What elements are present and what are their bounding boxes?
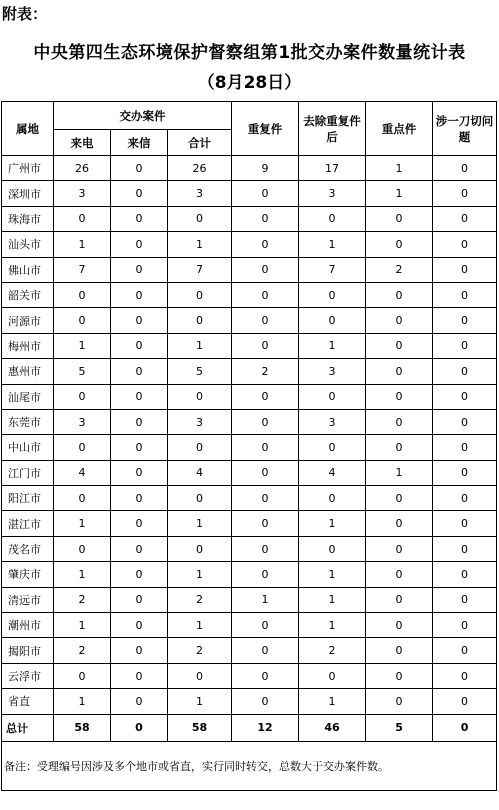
cell-total: 0 (168, 308, 232, 333)
cell-letter: 0 (111, 460, 168, 485)
cell-dedup: 2 (299, 638, 366, 663)
cell-letter: 0 (111, 435, 168, 460)
cell-key: 2 (366, 257, 433, 282)
cell-total: 0 (168, 282, 232, 307)
cell-letter: 0 (111, 181, 168, 206)
table-row (2, 460, 497, 485)
cell-repeat: 0 (232, 460, 299, 485)
cell-key: 0 (366, 384, 433, 409)
cell-key: 0 (366, 308, 433, 333)
cell-repeat: 0 (232, 562, 299, 587)
region-name: 河源市 (2, 308, 54, 333)
cell-dedup: 1 (299, 562, 366, 587)
region-name: 梅州市 (2, 333, 54, 358)
cell-blanket: 0 (433, 663, 497, 688)
document-subtitle: （8月28日） (197, 73, 302, 93)
cell-total: 3 (168, 181, 232, 206)
cell-letter: 0 (111, 663, 168, 688)
cell-repeat: 0 (232, 536, 299, 561)
region-name: 肇庆市 (2, 562, 54, 587)
region-name: 清远市 (2, 587, 54, 612)
table-row (2, 689, 497, 714)
cell-letter: 0 (111, 511, 168, 536)
cell-repeat: 0 (232, 511, 299, 536)
cell-repeat: 0 (232, 638, 299, 663)
region-name: 惠州市 (2, 359, 54, 384)
cell-phone: 1 (54, 689, 111, 714)
table-row (2, 384, 497, 409)
cell-blanket: 0 (433, 689, 497, 714)
table-row (2, 486, 497, 511)
cell-dedup: 0 (299, 308, 366, 333)
cell-total: 0 (168, 435, 232, 460)
col-dedup: 去除重复件后 (299, 102, 366, 156)
cell-repeat: 0 (232, 409, 299, 434)
cell-blanket: 0 (433, 511, 497, 536)
table-row (2, 359, 497, 384)
cell-phone: 0 (54, 206, 111, 231)
table-row (2, 663, 497, 688)
total-label: 总计 (2, 714, 54, 741)
cell-repeat: 2 (232, 359, 299, 384)
table-row (2, 562, 497, 587)
region-name: 佛山市 (2, 257, 54, 282)
table-row (2, 638, 497, 663)
region-name: 东莞市 (2, 409, 54, 434)
col-repeat: 重复件 (232, 102, 299, 156)
table-row (2, 282, 497, 307)
cell-letter: 0 (111, 536, 168, 561)
col-region: 属地 (2, 102, 54, 156)
cell-phone: 0 (54, 282, 111, 307)
cell-phone: 7 (54, 257, 111, 282)
cell-dedup: 1 (299, 232, 366, 257)
cell-letter: 0 (111, 689, 168, 714)
cell-key: 0 (366, 206, 433, 231)
cell-key: 0 (366, 333, 433, 358)
cell-phone: 0 (54, 308, 111, 333)
cell-phone: 26 (54, 156, 111, 181)
cell-dedup: 7 (299, 257, 366, 282)
cell-letter: 0 (111, 562, 168, 587)
cell-dedup: 0 (299, 486, 366, 511)
cell-dedup: 1 (299, 613, 366, 638)
cell-key: 0 (366, 435, 433, 460)
cell-letter: 0 (111, 486, 168, 511)
table-body (2, 156, 497, 791)
table-row (2, 333, 497, 358)
table-row (2, 257, 497, 282)
col-phone: 来电 (54, 130, 111, 156)
cell-dedup: 17 (299, 156, 366, 181)
col-total: 合计 (168, 130, 232, 156)
table-row (2, 587, 497, 612)
cell-blanket: 0 (433, 232, 497, 257)
cell-repeat: 0 (232, 232, 299, 257)
case-statistics-table (1, 101, 497, 791)
cell-phone: 3 (54, 409, 111, 434)
region-name: 揭阳市 (2, 638, 54, 663)
cell-blanket: 0 (433, 435, 497, 460)
cell-repeat: 0 (232, 613, 299, 638)
cell-phone: 1 (54, 232, 111, 257)
cell-total: 2 (168, 638, 232, 663)
cell-phone: 1 (54, 613, 111, 638)
cell-total: 1 (168, 562, 232, 587)
cell-blanket: 0 (433, 359, 497, 384)
total-phone: 58 (54, 714, 111, 741)
header-row-1 (2, 102, 497, 130)
region-name: 广州市 (2, 156, 54, 181)
cell-dedup: 4 (299, 460, 366, 485)
cell-blanket: 0 (433, 333, 497, 358)
cell-repeat: 0 (232, 257, 299, 282)
table-row (2, 435, 497, 460)
cell-letter: 0 (111, 638, 168, 663)
cell-key: 0 (366, 663, 433, 688)
cell-letter: 0 (111, 257, 168, 282)
cell-blanket: 0 (433, 562, 497, 587)
cell-dedup: 1 (299, 333, 366, 358)
cell-phone: 0 (54, 536, 111, 561)
cell-total: 0 (168, 536, 232, 561)
region-name: 茂名市 (2, 536, 54, 561)
cell-blanket: 0 (433, 536, 497, 561)
cell-dedup: 3 (299, 181, 366, 206)
cell-phone: 0 (54, 384, 111, 409)
cell-dedup: 3 (299, 359, 366, 384)
cell-total: 1 (168, 333, 232, 358)
note-row (2, 741, 497, 790)
cell-key: 0 (366, 638, 433, 663)
cell-key: 0 (366, 613, 433, 638)
cell-dedup: 0 (299, 663, 366, 688)
cell-dedup: 1 (299, 587, 366, 612)
cell-repeat: 0 (232, 384, 299, 409)
cell-letter: 0 (111, 384, 168, 409)
region-name: 潮州市 (2, 613, 54, 638)
cell-blanket: 0 (433, 282, 497, 307)
cell-phone: 1 (54, 511, 111, 536)
cell-letter: 0 (111, 359, 168, 384)
region-name: 汕头市 (2, 232, 54, 257)
cell-key: 0 (366, 689, 433, 714)
cell-total: 5 (168, 359, 232, 384)
cell-blanket: 0 (433, 638, 497, 663)
cell-dedup: 0 (299, 435, 366, 460)
cell-total: 3 (168, 409, 232, 434)
cell-letter: 0 (111, 206, 168, 231)
cell-key: 1 (366, 460, 433, 485)
cell-phone: 0 (54, 663, 111, 688)
cell-letter: 0 (111, 232, 168, 257)
cell-repeat: 0 (232, 663, 299, 688)
cell-total: 1 (168, 613, 232, 638)
cell-letter: 0 (111, 613, 168, 638)
cell-letter: 0 (111, 333, 168, 358)
cell-phone: 2 (54, 587, 111, 612)
cell-repeat: 0 (232, 333, 299, 358)
region-name: 湛江市 (2, 511, 54, 536)
col-blanket: 涉一刀切问题 (433, 102, 497, 156)
document-title: 中央第四生态环境保护督察组第1批交办案件数量统计表 (33, 43, 466, 63)
cell-total: 0 (168, 486, 232, 511)
region-name: 省直 (2, 689, 54, 714)
table-row (2, 232, 497, 257)
cell-blanket: 0 (433, 156, 497, 181)
cell-total: 7 (168, 257, 232, 282)
cell-repeat: 0 (232, 689, 299, 714)
total-total: 58 (168, 714, 232, 741)
col-cases: 交办案件 (54, 102, 232, 130)
cell-key: 0 (366, 536, 433, 561)
cell-total: 1 (168, 232, 232, 257)
cell-blanket: 0 (433, 486, 497, 511)
cell-key: 0 (366, 409, 433, 434)
region-name: 韶关市 (2, 282, 54, 307)
cell-dedup: 0 (299, 206, 366, 231)
cell-letter: 0 (111, 282, 168, 307)
cell-key: 1 (366, 181, 433, 206)
note-text: 备注：受理编号因涉及多个地市或省直，实行同时转交，总数大于交办案件数。 (2, 741, 497, 790)
cell-total: 0 (168, 206, 232, 231)
col-key: 重点件 (366, 102, 433, 156)
cell-repeat: 9 (232, 156, 299, 181)
cell-total: 0 (168, 663, 232, 688)
cell-blanket: 0 (433, 613, 497, 638)
cell-repeat: 0 (232, 282, 299, 307)
cell-letter: 0 (111, 308, 168, 333)
cell-blanket: 0 (433, 460, 497, 485)
cell-phone: 0 (54, 435, 111, 460)
cell-key: 0 (366, 587, 433, 612)
region-name: 珠海市 (2, 206, 54, 231)
cell-blanket: 0 (433, 308, 497, 333)
table-row (2, 308, 497, 333)
total-blanket: 0 (433, 714, 497, 741)
col-letter: 来信 (111, 130, 168, 156)
table-row (2, 613, 497, 638)
cell-blanket: 0 (433, 257, 497, 282)
table-row (2, 536, 497, 561)
cell-blanket: 0 (433, 206, 497, 231)
cell-letter: 0 (111, 409, 168, 434)
cell-letter: 0 (111, 587, 168, 612)
cell-dedup: 1 (299, 689, 366, 714)
cell-total: 1 (168, 511, 232, 536)
region-name: 中山市 (2, 435, 54, 460)
cell-total: 4 (168, 460, 232, 485)
cell-key: 0 (366, 562, 433, 587)
cell-dedup: 0 (299, 536, 366, 561)
cell-total: 26 (168, 156, 232, 181)
cell-repeat: 0 (232, 308, 299, 333)
cell-key: 0 (366, 486, 433, 511)
cell-dedup: 0 (299, 282, 366, 307)
appendix-label: 附表： (2, 5, 48, 23)
cell-dedup: 0 (299, 384, 366, 409)
total-letter: 0 (111, 714, 168, 741)
table-row (2, 206, 497, 231)
cell-blanket: 0 (433, 587, 497, 612)
cell-phone: 0 (54, 486, 111, 511)
cell-key: 0 (366, 282, 433, 307)
cell-total: 1 (168, 689, 232, 714)
table-row (2, 181, 497, 206)
cell-repeat: 0 (232, 486, 299, 511)
table-row (2, 156, 497, 181)
cell-total: 2 (168, 587, 232, 612)
cell-blanket: 0 (433, 409, 497, 434)
cell-key: 1 (366, 156, 433, 181)
region-name: 云浮市 (2, 663, 54, 688)
cell-repeat: 0 (232, 435, 299, 460)
total-dedup: 46 (299, 714, 366, 741)
cell-repeat: 0 (232, 181, 299, 206)
cell-dedup: 1 (299, 511, 366, 536)
cell-phone: 1 (54, 333, 111, 358)
total-repeat: 12 (232, 714, 299, 741)
table-row (2, 511, 497, 536)
cell-blanket: 0 (433, 181, 497, 206)
cell-letter: 0 (111, 156, 168, 181)
cell-dedup: 3 (299, 409, 366, 434)
cell-phone: 5 (54, 359, 111, 384)
cell-key: 0 (366, 232, 433, 257)
total-row (2, 714, 497, 741)
region-name: 深圳市 (2, 181, 54, 206)
region-name: 阳江市 (2, 486, 54, 511)
cell-phone: 4 (54, 460, 111, 485)
cell-blanket: 0 (433, 384, 497, 409)
cell-phone: 2 (54, 638, 111, 663)
cell-repeat: 0 (232, 206, 299, 231)
total-key: 5 (366, 714, 433, 741)
cell-phone: 1 (54, 562, 111, 587)
region-name: 江门市 (2, 460, 54, 485)
cell-key: 0 (366, 359, 433, 384)
cell-repeat: 1 (232, 587, 299, 612)
cell-phone: 3 (54, 181, 111, 206)
region-name: 汕尾市 (2, 384, 54, 409)
cell-total: 0 (168, 384, 232, 409)
cell-key: 0 (366, 511, 433, 536)
table-row (2, 409, 497, 434)
